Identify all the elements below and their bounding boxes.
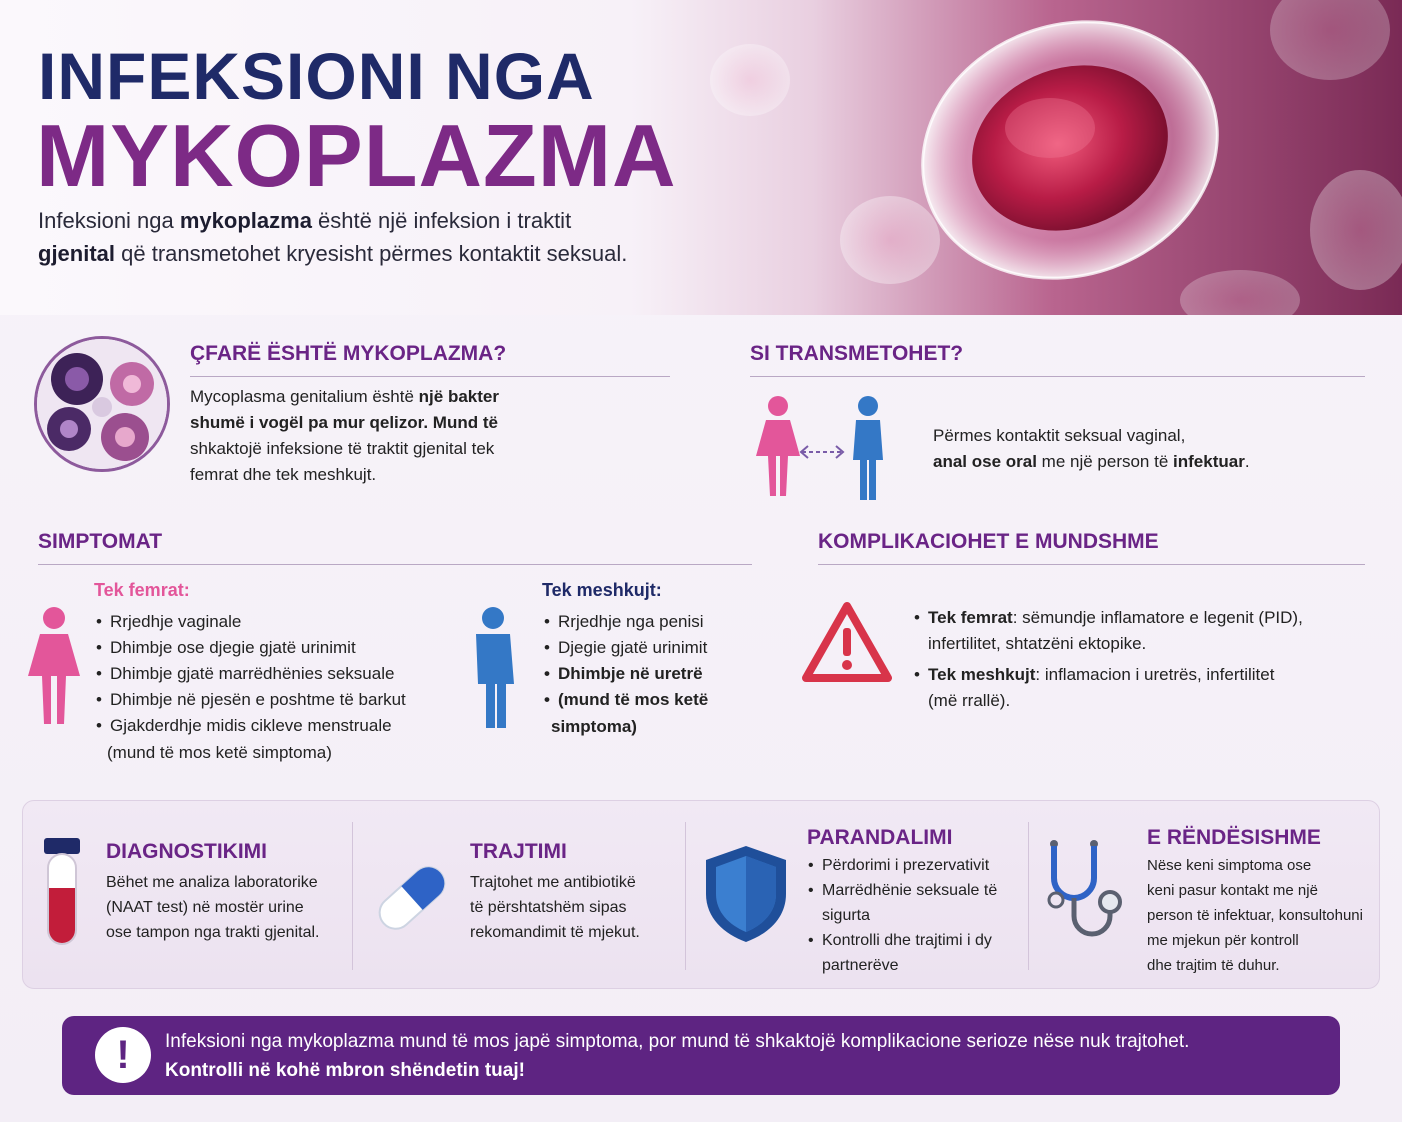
list-item: • Tek femrat: sëmundje inflamatore e legenit (PID), infertilitet, shtatzëni ektopike. [912,605,1352,657]
intro-text: Infeksioni nga mykoplazma është një infeksion i traktit gjenital që transmetohet kryesisht përmes kontaktit seksual. [38,208,628,266]
banner-text: Infeksioni nga mykoplazma mund të mos japë simptoma, por mund të shkaktojë komplikacione serioze nëse nuk trajtohet. Kontrolli në kohë mbron shëndetin tuaj! [165,1031,1190,1081]
treatment-text: Trajtohet me antibiotikë të përshtatshëm sipas rekomandimit të mjekut. [470,874,640,941]
women-symptom-list [94,609,454,739]
complications-title: KOMPLIKACIOHET E MUNDSHME [818,530,1365,565]
list-item: • Dhimbje në uretrë [542,661,762,687]
men-note: simptoma) [551,717,637,736]
pill-icon [368,852,456,944]
divider [685,822,686,970]
women-subtitle: Tek femrat: [94,580,190,600]
prevention-list [806,853,1026,978]
divider [352,822,353,970]
list-item: • Tek meshkujt: inflamacion i uretrës, infertilitet (më rrallë). [912,662,1352,714]
list-item: • Rrjedhje vaginale [94,609,454,635]
important-text: Nëse keni simptoma ose keni pasur kontakt me një person të infektuar, konsultohuni me mjekun për kontroll dhe trajtim të duhur. [1147,857,1363,974]
prevention-title: PARANDALIMI [807,826,953,849]
bacteria-thumbnail [34,336,170,472]
list-item: • Përdorimi i prezervativit [806,853,1026,878]
diagnosis-title: DIAGNOSTIKIMI [106,840,267,863]
list-item: • Rrjedhje nga penisi [542,609,762,635]
men-subtitle: Tek meshkujt: [542,580,662,600]
warning-icon [800,600,894,684]
list-item: • Djegie gjatë urinimit [542,635,762,661]
title-line-1: INFEKSIONI NGA [38,39,595,113]
symptoms-title: SIMPTOMAT [38,530,752,565]
treatment-title: TRAJTIMI [470,840,567,863]
stethoscope-icon [1044,838,1136,950]
list-item: • (mund të mos ketë [542,687,762,713]
important-title: E RËNDËSISHME [1147,826,1321,849]
divider [1028,822,1029,970]
couple-icon [752,392,892,500]
women-note: (mund të mos ketë simptoma) [107,743,332,762]
man-icon [466,606,520,728]
woman-icon [28,606,80,724]
complications-list [912,605,1352,714]
list-item: • Marrëdhënie seksuale të sigurta [806,878,1026,928]
transmission-text: Përmes kontaktit seksual vaginal, anal ose oral me një person të infektuar. [933,426,1250,471]
list-item: • Dhimbje ose djegie gjatë urinimit [94,635,454,661]
list-item: • Kontrolli dhe trajtimi i dy partnerëve [806,928,1026,978]
list-item: • Dhimbje gjatë marrëdhënies seksuale [94,661,454,687]
what-is-text: Mycoplasma genitalium është një bakter shumë i vogël pa mur qelizor. Mund të shkaktojë infeksione të traktit gjenital tek femrat dhe tek meshkujt. [190,387,499,484]
what-is-title: ÇFARË ËSHTË MYKOPLAZMA? [190,342,670,377]
shield-icon [702,842,790,946]
list-item: • Gjakderdhje midis cikleve menstruale [94,713,454,739]
diagnosis-text: Bëhet me analiza laboratorike (NAAT test) në mostër urine ose tampon nga trakti gjenital. [106,874,320,941]
title-line-2: MYKOPLAZMA [36,106,677,205]
exclamation-icon: ! [95,1027,151,1083]
transmission-title: SI TRANSMETOHET? [750,342,1365,377]
men-symptom-list [542,609,762,713]
bacteria-illustration [640,0,1402,315]
list-item: • Dhimbje në pjesën e poshtme të barkut [94,687,454,713]
test-tube-icon [40,838,84,950]
